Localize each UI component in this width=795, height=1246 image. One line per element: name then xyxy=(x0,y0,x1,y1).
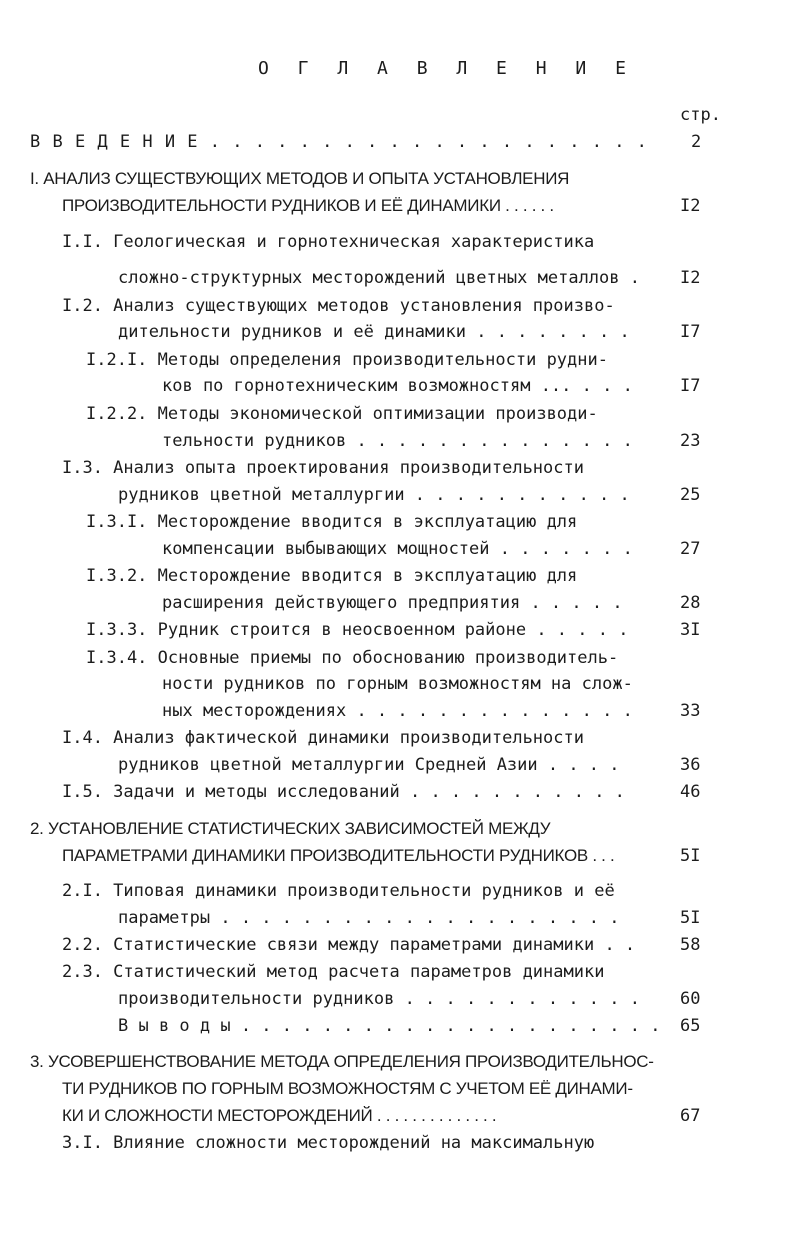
toc-conclusions: В ы в о д ы . . . . . . . . . . . . . . . . . . . . . xyxy=(118,1016,661,1036)
toc-ch3-page: 67 xyxy=(680,1106,701,1126)
toc-s1-1-page: I2 xyxy=(680,268,701,288)
toc-ch3-line3: КИ И СЛОЖНОСТИ МЕСТОРОЖДЕНИЙ . . . . . . . . . . . . . . xyxy=(62,1106,497,1125)
toc-conclusions-page: 65 xyxy=(680,1016,701,1036)
toc-s2-1-line1: 2.I. Типовая динамики производительности рудников и её xyxy=(62,881,615,901)
toc-s1-3-4-line1: I.3.4. Основные приемы по обоснованию производитель- xyxy=(86,648,619,668)
page-column-label: стр. xyxy=(680,105,721,125)
toc-s2-3-line1: 2.3. Статистический метод расчета параметров динамики xyxy=(62,962,605,982)
toc-s1-5-line1: I.5. Задачи и методы исследований . . . . . . . . . . . xyxy=(62,782,625,802)
toc-s1-3-4-page: 33 xyxy=(680,701,701,721)
toc-s1-2-2-line2: тельности рудников . . . . . . . . . . . . . . xyxy=(162,431,633,451)
toc-ch2-page: 5I xyxy=(680,846,701,866)
toc-s3-1-line1: 3.I. Влияние сложности месторождений на максимальную xyxy=(62,1133,595,1153)
toc-s1-3-1-line2: компенсации выбывающих мощностей . . . . . . . xyxy=(162,539,633,559)
toc-ch3-line2: ТИ РУДНИКОВ ПО ГОРНЫМ ВОЗМОЖНОСТЯМ С УЧЕТОМ ЕЁ ДИНАМИ- xyxy=(62,1079,633,1098)
toc-ch1-line2: ПРОИЗВОДИТЕЛЬНОСТИ РУДНИКОВ И ЕЁ ДИНАМИКИ . . . . . . xyxy=(62,196,554,215)
toc-s1-5-page: 46 xyxy=(680,782,701,802)
toc-s1-4-page: 36 xyxy=(680,755,701,775)
toc-s1-2-page: I7 xyxy=(680,322,701,342)
toc-s2-2-line1: 2.2. Статистические связи между параметрами динамики . . xyxy=(62,935,636,955)
toc-s1-2-line1: I.2. Анализ существующих методов установления произво- xyxy=(62,296,615,316)
toc-s1-2-2-line1: I.2.2. Методы экономической оптимизации производи- xyxy=(86,404,598,424)
toc-ch2-line1: 2. УСТАНОВЛЕНИЕ СТАТИСТИЧЕСКИХ ЗАВИСИМОСТЕЙ МЕЖДУ xyxy=(30,819,551,838)
toc-s1-1-line1: I.I. Геологическая и горнотехническая характеристика xyxy=(62,232,595,252)
page-title: О Г Л А В Л Е Н И Е xyxy=(258,58,635,79)
toc-s2-1-line2: параметры . . . . . . . . . . . . . . . . . . . . xyxy=(118,908,620,928)
toc-s1-3-2-line2: расширения действующего предприятия . . . . . xyxy=(162,593,623,613)
toc-s1-3-3-page: 3I xyxy=(680,620,701,640)
toc-s1-2-1-line2: ков по горнотехническим возможностям ... . . . xyxy=(162,376,633,396)
toc-s1-3-line2: рудников цветной металлургии . . . . . . . . . . . xyxy=(118,485,630,505)
toc-s2-2-page: 58 xyxy=(680,935,701,955)
toc-intro: В В Е Д Е Н И Е . . . . . . . . . . . . . . . . . . . . xyxy=(30,132,648,152)
toc-s1-3-4-line2: ности рудников по горным возможностям на слож- xyxy=(162,674,633,694)
toc-s1-4-line2: рудников цветной металлургии Средней Азии . . . . xyxy=(118,755,620,775)
toc-ch1-line1: I. АНАЛИЗ СУЩЕСТВУЮЩИХ МЕТОДОВ И ОПЫТА УСТАНОВЛЕНИЯ xyxy=(30,169,570,188)
toc-s1-2-1-page: I7 xyxy=(680,376,701,396)
toc-ch3-line1: 3. УСОВЕРШЕНСТВОВАНИЕ МЕТОДА ОПРЕДЕЛЕНИЯ ПРОИЗВОДИТЕЛЬНОС- xyxy=(30,1052,654,1071)
toc-s1-3-1-line1: I.3.I. Месторождение вводится в эксплуатацию для xyxy=(86,512,578,532)
toc-s1-3-2-line1: I.3.2. Месторождение вводится в эксплуатацию для xyxy=(86,566,578,586)
toc-s2-1-page: 5I xyxy=(680,908,701,928)
toc-s2-3-page: 60 xyxy=(680,989,701,1009)
toc-s1-3-line1: I.3. Анализ опыта проектирования производительности xyxy=(62,458,584,478)
toc-s1-3-3-line1: I.3.3. Рудник строится в неосвоенном районе . . . . . xyxy=(86,620,629,640)
toc-s1-2-line2: дительности рудников и её динамики . . . . . . . . xyxy=(118,322,630,342)
toc-s1-3-4-line3: ных месторождениях . . . . . . . . . . . . . . xyxy=(162,701,633,721)
toc-s1-3-2-page: 28 xyxy=(680,593,701,613)
toc-s1-4-line1: I.4. Анализ фактической динамики производительности xyxy=(62,728,584,748)
toc-s1-2-2-page: 23 xyxy=(680,431,701,451)
toc-ch2-line2: ПАРАМЕТРАМИ ДИНАМИКИ ПРОИЗВОДИТЕЛЬНОСТИ РУДНИКОВ . . . xyxy=(62,846,615,865)
toc-s2-3-line2: производительности рудников . . . . . . . . . . . . xyxy=(118,989,640,1009)
toc-s1-3-page: 25 xyxy=(680,485,701,505)
toc-intro-page: 2 xyxy=(691,132,702,152)
toc-ch1-page: I2 xyxy=(680,196,701,216)
toc-s1-3-1-page: 27 xyxy=(680,539,701,559)
toc-s1-1-line2: сложно-структурных месторождений цветных металлов . xyxy=(118,268,640,288)
toc-s1-2-1-line1: I.2.I. Методы определения производительности рудни- xyxy=(86,350,608,370)
